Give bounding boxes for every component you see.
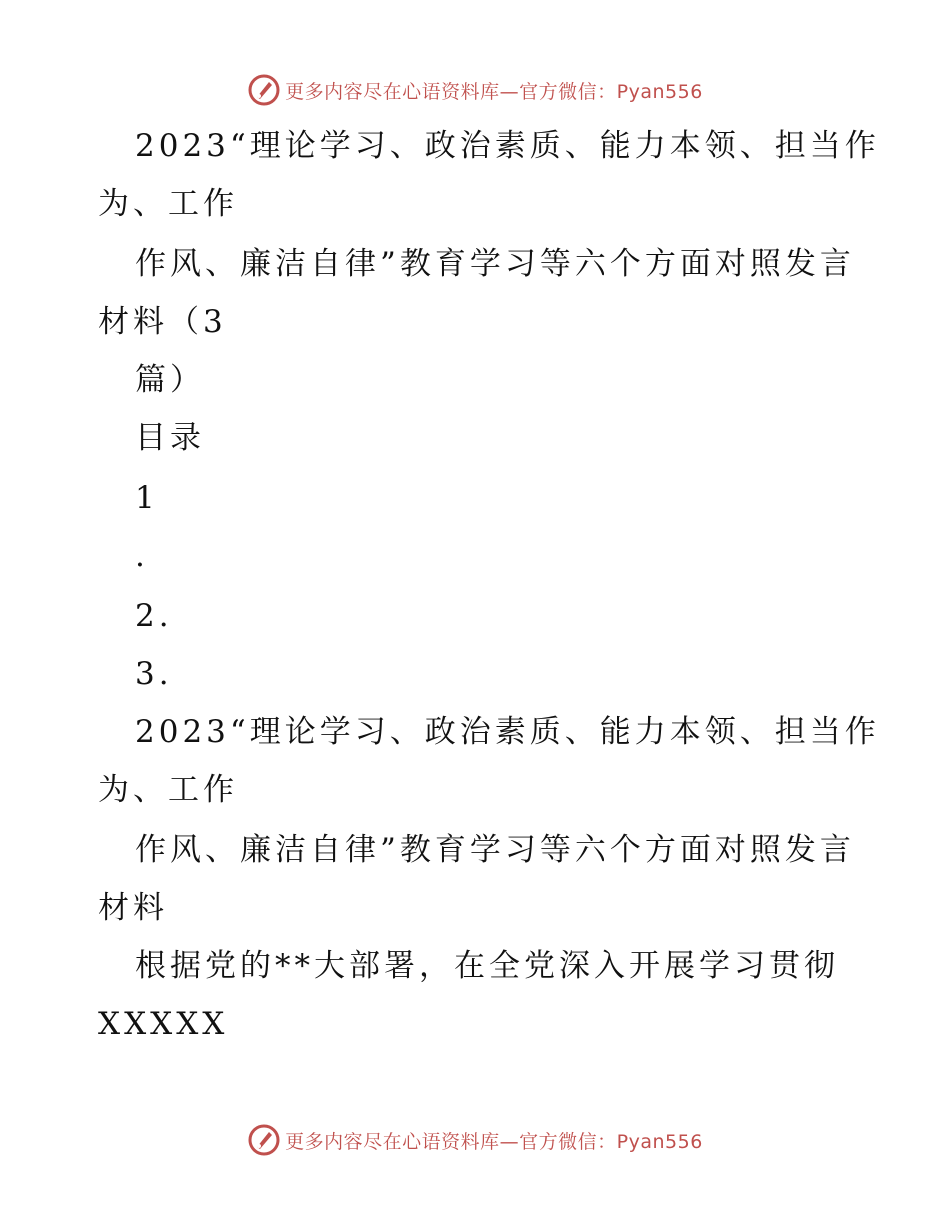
paragraph-line-2: XXXXX	[98, 1006, 229, 1042]
title-line-1: 2023“理论学习、政治素质、能力本领、担当作	[135, 128, 880, 164]
title-line-4: 材料（3	[98, 304, 227, 340]
pen-logo-icon	[247, 1123, 281, 1157]
footer-watermark	[0, 1120, 950, 1160]
title-line-2: 为、工作	[98, 186, 238, 222]
toc-heading: 目录	[135, 420, 205, 456]
pen-logo-icon	[247, 73, 281, 107]
toc-item-1: 1	[135, 480, 159, 516]
toc-item-2: 2.	[135, 598, 173, 634]
toc-item-3: 3.	[135, 656, 173, 692]
paragraph-line-1: 根据党的**大部署，在全党深入开展学习贯彻	[135, 948, 839, 984]
heading-line-4: 材料	[98, 890, 168, 926]
toc-item-1-dot: .	[135, 538, 149, 574]
title-line-5: 篇）	[135, 362, 205, 398]
header-watermark	[0, 70, 950, 110]
heading-line-3: 作风、廉洁自律”教育学习等六个方面对照发言	[135, 832, 855, 868]
watermark-text: 更多内容尽在心语资料库—官方微信：Pyan556	[285, 1130, 703, 1153]
watermark-text: 更多内容尽在心语资料库—官方微信：Pyan556	[285, 80, 703, 103]
heading-line-2: 为、工作	[98, 772, 238, 808]
heading-line-1: 2023“理论学习、政治素质、能力本领、担当作	[135, 714, 880, 750]
title-line-3: 作风、廉洁自律”教育学习等六个方面对照发言	[135, 246, 855, 282]
